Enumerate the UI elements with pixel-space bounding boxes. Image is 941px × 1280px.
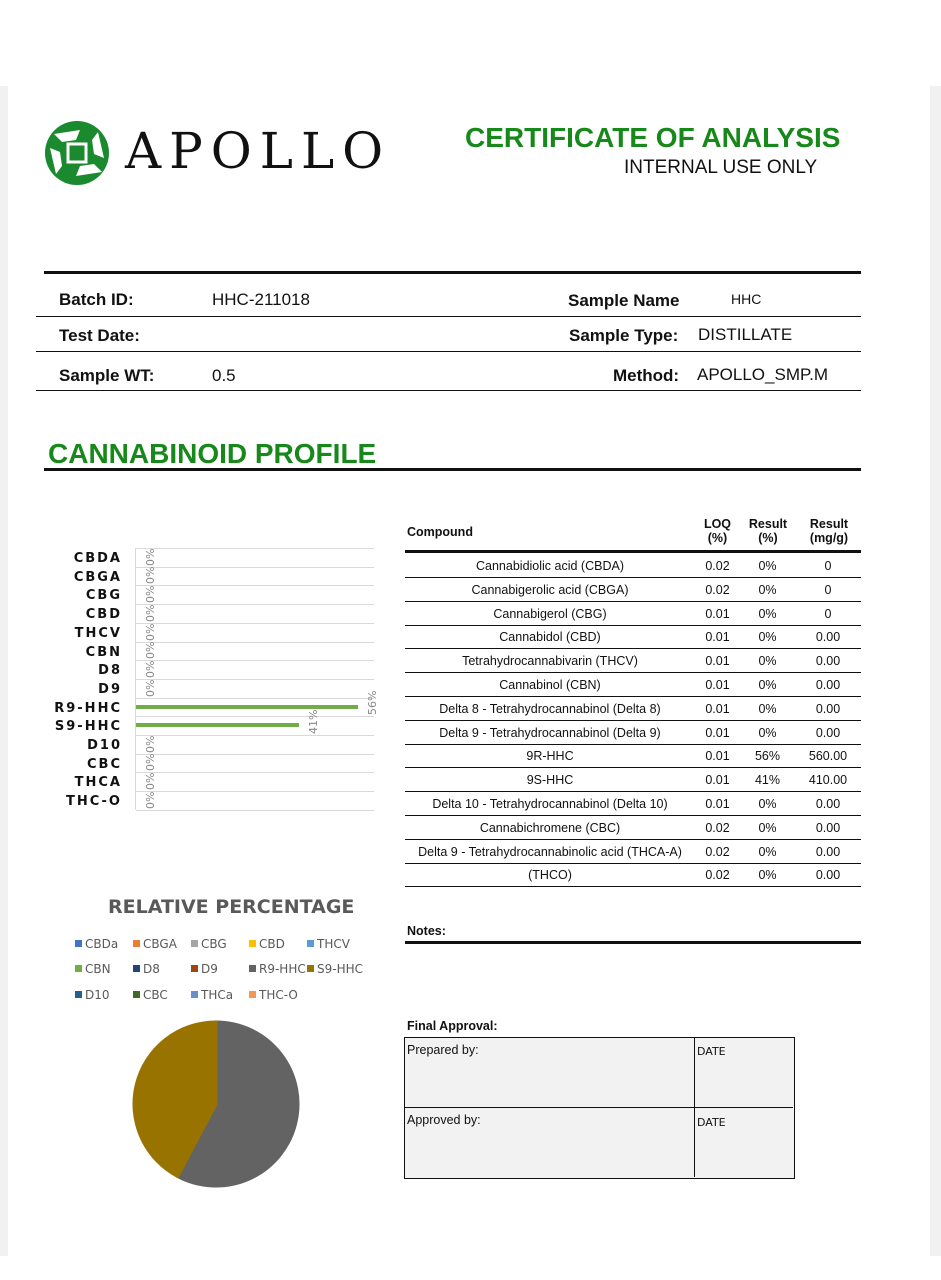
table-row	[405, 697, 861, 721]
result-mg-cell: 0.00	[815, 844, 841, 859]
result-pct-cell: 41%	[754, 773, 781, 788]
bar-data-label: 0%	[144, 623, 157, 641]
result-mg-cell: 0	[824, 606, 832, 621]
result-pct-cell: 0%	[758, 725, 777, 740]
pie-chart-title: RELATIVE PERCENTAGE	[108, 896, 355, 918]
bar-category-label: CBN	[85, 644, 122, 660]
bar-category-label: D9	[98, 681, 122, 697]
result-mg-cell: 0.00	[815, 678, 841, 692]
legend-label: THC-O	[259, 988, 298, 1002]
result-pct-cell: 0%	[758, 701, 777, 716]
sample-name-value: HHC	[731, 291, 762, 307]
legend-swatch	[249, 991, 256, 998]
sample-type-value: DISTILLATE	[698, 325, 793, 344]
result-mg-cell: 0.00	[815, 820, 841, 835]
legend-label: CBD	[259, 937, 285, 951]
result-mg-cell: 560.00	[808, 749, 848, 764]
bar-chart-gridline	[136, 548, 374, 549]
result-pct-cell: 0%	[758, 678, 777, 692]
legend-item	[75, 937, 118, 951]
bar-category-label: THCA	[74, 775, 122, 791]
compound-cell: Cannabidiolic acid (CBDA)	[476, 559, 624, 573]
loq-cell: 0.01	[705, 678, 730, 692]
compound-cell: Delta 8 - Tetrahydrocannabinol (Delta 8)	[439, 701, 661, 716]
bar-chart-gridline	[136, 642, 374, 643]
bar-category-label: THCV	[74, 625, 122, 641]
result-mg-cell: 0.00	[815, 725, 841, 740]
cannabinoid-bar-chart	[54, 548, 380, 813]
result-mg-cell: 0	[824, 582, 832, 597]
table-row	[405, 840, 861, 864]
bar-data-label: 0%	[144, 566, 157, 585]
compound-cell: 9R-HHC	[526, 749, 574, 764]
bar-category-label: D8	[98, 663, 122, 679]
bar-data-label: 0%	[144, 753, 157, 772]
legend-swatch	[75, 940, 82, 947]
info-top-rule	[44, 271, 861, 274]
approved-by-label: Approved by:	[407, 1113, 481, 1127]
loq-cell: 0.01	[705, 630, 730, 645]
result-pct-cell: 56%	[754, 749, 781, 764]
legend-item	[307, 937, 350, 951]
legend-item	[133, 937, 177, 951]
compound-cell: Cannabidol (CBD)	[499, 630, 601, 645]
bar-data-label: 0%	[144, 604, 157, 622]
result-mg-cell: 0	[824, 559, 832, 573]
result-pct-cell: 0%	[758, 868, 777, 883]
table-row	[405, 649, 861, 673]
bar-chart-gridline	[136, 604, 374, 605]
table-row	[405, 768, 861, 792]
batch-id-value: HHC-211018	[212, 290, 310, 309]
result-pct-cell: 0%	[758, 606, 777, 621]
legend-swatch	[191, 940, 198, 947]
bar-chart-gridline	[136, 585, 374, 586]
result-pct-cell: 0%	[758, 797, 777, 811]
bar-data-label: 0%	[144, 548, 157, 566]
bar	[136, 723, 299, 727]
bar-data-label: 0%	[144, 772, 157, 791]
col-header-result-mg-title: Result	[809, 517, 849, 531]
legend-label: D9	[201, 962, 218, 976]
bar-chart-gridline	[136, 772, 374, 773]
legend-item	[75, 988, 110, 1002]
approval-divider	[405, 1107, 793, 1108]
compound-cell: Delta 9 - Tetrahydrocannabinolic acid (THCA-A)	[418, 844, 682, 859]
compound-cell: Cannabigerolic acid (CBGA)	[471, 582, 629, 597]
page-edge-right	[930, 86, 941, 1256]
result-pct-cell: 0%	[758, 630, 777, 645]
compound-cell: Delta 10 - Tetrahydrocannabinol (Delta 10)	[432, 797, 668, 811]
section-title: CANNABINOID PROFILE	[48, 438, 377, 469]
result-mg-cell: 0.00	[815, 797, 841, 811]
prepared-by-label: Prepared by:	[407, 1043, 479, 1057]
table-row	[405, 578, 861, 602]
legend-item	[249, 988, 298, 1002]
legend-item	[133, 988, 168, 1002]
table-row	[405, 625, 861, 649]
loq-cell: 0.02	[705, 820, 730, 835]
brand-name: APOLLO	[125, 122, 392, 180]
method-label: Method:	[613, 366, 680, 385]
legend-swatch	[75, 991, 82, 998]
notes-rule	[405, 941, 861, 944]
result-pct-cell: 0%	[758, 844, 777, 859]
legend-item	[249, 962, 306, 976]
loq-cell: 0.01	[705, 606, 730, 621]
table-row	[405, 602, 861, 626]
bar-data-label: 41%	[306, 709, 320, 734]
legend-label: CBGA	[143, 937, 177, 951]
legend-item	[249, 937, 285, 951]
table-row	[405, 673, 861, 697]
bar-data-label: 0%	[144, 679, 157, 697]
legend-label: CBG	[201, 937, 227, 951]
result-mg-cell: 0.00	[815, 654, 841, 669]
bar-chart-gridline	[136, 754, 374, 755]
table-row	[405, 863, 861, 887]
legend-swatch	[191, 965, 198, 972]
info-rule	[36, 351, 861, 352]
final-approval-box	[404, 1037, 795, 1179]
table-row	[405, 744, 861, 768]
loq-cell: 0.02	[705, 868, 730, 883]
legend-label: THCa	[201, 988, 234, 1002]
bar-data-label: 0%	[144, 735, 157, 753]
bar-category-label: CBDA	[73, 551, 122, 566]
legend-swatch	[307, 965, 314, 972]
legend-label: D8	[143, 962, 160, 976]
loq-cell: 0.02	[705, 582, 730, 597]
compound-cell: (THCO)	[528, 868, 572, 883]
bar-data-label: 0%	[144, 585, 157, 604]
col-header-loq-unit: (%)	[707, 531, 728, 545]
approved-date-label: DATE	[697, 1116, 726, 1129]
result-mg-cell: 410.00	[808, 773, 848, 788]
legend-item	[191, 988, 233, 1002]
sample-wt-label: Sample WT:	[59, 366, 155, 385]
compound-cell: Cannabigerol (CBG)	[493, 606, 607, 621]
legend-swatch	[249, 940, 256, 947]
legend-swatch	[249, 965, 256, 972]
bar-data-label: 0%	[144, 641, 157, 660]
document-title: CERTIFICATE OF ANALYSIS	[465, 122, 841, 153]
compound-cell: Delta 9 - Tetrahydrocannabinol (Delta 9)	[439, 725, 661, 740]
notes-label: Notes:	[407, 924, 446, 938]
bar	[136, 705, 358, 709]
col-header-loq-title: LOQ	[703, 517, 732, 531]
sample-type-label: Sample Type:	[569, 326, 679, 345]
legend-swatch	[307, 940, 314, 947]
table-row	[405, 554, 861, 578]
bar-category-label: CBD	[85, 607, 122, 623]
result-mg-cell: 0.00	[815, 630, 841, 645]
result-pct-cell: 0%	[758, 654, 777, 669]
compound-cell: Tetrahydrocannabivarin (THCV)	[462, 654, 638, 669]
bar-chart-gridline	[136, 698, 374, 699]
table-row	[405, 721, 861, 745]
apollo-logo-icon	[40, 120, 116, 186]
legend-item	[307, 962, 363, 976]
bar-chart-gridline	[136, 623, 374, 624]
loq-cell: 0.02	[705, 844, 730, 859]
sample-name-label: Sample Name	[568, 291, 680, 310]
col-header-result-mg-unit: (mg/g)	[809, 531, 849, 545]
loq-cell: 0.01	[705, 654, 730, 669]
legend-item	[191, 937, 227, 951]
document-subtitle: INTERNAL USE ONLY	[624, 157, 818, 178]
table-row	[405, 792, 861, 816]
prepared-date-label: DATE	[697, 1045, 726, 1058]
result-pct-cell: 0%	[758, 820, 777, 835]
page-edge-left	[0, 86, 8, 1256]
info-rule	[36, 390, 861, 391]
legend-label: CBC	[143, 988, 168, 1002]
bar-chart-gridline	[136, 810, 374, 811]
col-header-result-unit: (%)	[758, 531, 778, 545]
result-pct-cell: 0%	[758, 582, 777, 597]
bar-category-label: CBC	[87, 756, 122, 772]
relative-percentage-pie-chart	[130, 1018, 302, 1190]
bar-chart-gridline	[136, 679, 374, 680]
col-header-compound: Compound	[407, 525, 473, 539]
compound-cell: 9S-HHC	[526, 773, 574, 788]
bar-data-label: 0%	[144, 791, 157, 809]
legend-label: THCV	[317, 937, 350, 951]
legend-swatch	[75, 965, 82, 972]
result-mg-cell: 0.00	[815, 701, 841, 716]
bar-category-label: CBGA	[73, 569, 122, 585]
bar-chart-gridline	[136, 735, 374, 736]
table-header-rule	[405, 550, 861, 553]
bar-category-label: R9-HHC	[54, 700, 122, 716]
result-pct-cell: 0%	[758, 559, 777, 573]
loq-cell: 0.01	[705, 749, 730, 764]
loq-cell: 0.01	[705, 725, 730, 740]
col-header-result-title: Result	[748, 517, 788, 531]
bar-category-label: CBG	[85, 588, 122, 604]
loq-cell: 0.02	[705, 559, 730, 573]
bar-data-label: 0%	[144, 660, 157, 678]
bar-category-label: THC-O	[65, 794, 122, 810]
test-date-label: Test Date:	[59, 326, 140, 345]
batch-id-label: Batch ID:	[59, 290, 134, 309]
result-mg-cell: 0.00	[815, 868, 841, 883]
sample-wt-value: 0.5	[212, 366, 236, 385]
legend-label: D10	[85, 988, 110, 1002]
legend-label: R9-HHC	[259, 962, 306, 976]
compound-cell: Cannabichromene (CBC)	[479, 820, 621, 835]
loq-cell: 0.01	[705, 797, 730, 811]
bar-chart-gridline	[136, 791, 374, 792]
bar-category-label: S9-HHC	[54, 719, 122, 735]
legend-item	[133, 962, 160, 976]
legend-swatch	[133, 940, 140, 947]
bar-data-label: 56%	[366, 690, 380, 716]
legend-item	[75, 962, 111, 976]
legend-swatch	[191, 991, 198, 998]
final-approval-label: Final Approval:	[407, 1019, 498, 1033]
compound-cell: Cannabinol (CBN)	[499, 678, 601, 692]
bar-chart-gridline	[136, 660, 374, 661]
legend-label: CBDa	[85, 937, 119, 951]
loq-cell: 0.01	[705, 701, 730, 716]
bar-chart-gridline	[136, 716, 374, 717]
legend-label: CBN	[85, 962, 111, 976]
table-row	[405, 816, 861, 840]
info-rule	[36, 316, 861, 317]
legend-item	[191, 962, 218, 976]
section-rule	[44, 468, 861, 471]
method-value: APOLLO_SMP.M	[697, 365, 829, 384]
legend-swatch	[133, 965, 140, 972]
bar-category-label: D10	[87, 738, 122, 753]
bar-chart-gridline	[136, 567, 374, 568]
legend-label: S9-HHC	[317, 962, 364, 976]
loq-cell: 0.01	[705, 773, 730, 788]
legend-swatch	[133, 991, 140, 998]
